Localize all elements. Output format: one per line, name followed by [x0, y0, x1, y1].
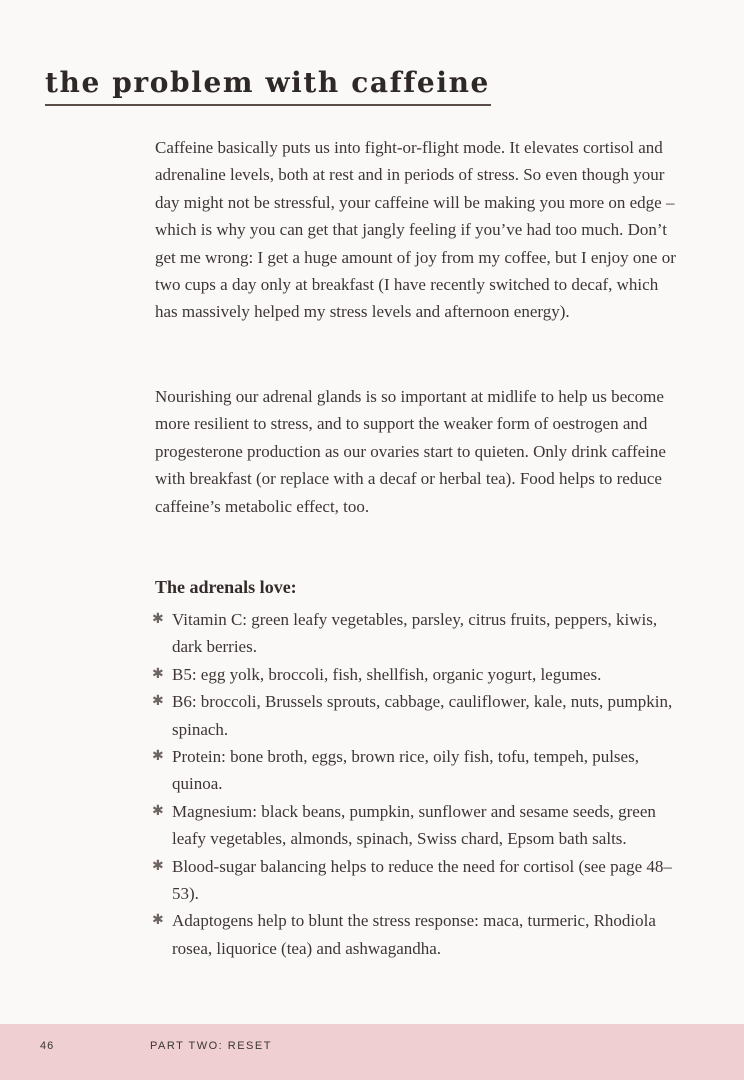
list-item-text: Vitamin C: green leafy vegetables, parsley, citrus fruits, peppers, kiwis, dark berries. — [172, 610, 658, 657]
list-item — [152, 661, 682, 688]
list-item-text: B5: egg yolk, broccoli, fish, shellfish, organic yogurt, legumes. — [172, 664, 602, 684]
paragraph-text: Nourishing our adrenal glands is so important at midlife to help us become more resilient to stress, and to support the weaker form of oestrogen and progesterone production as our ovaries start to quieten. Only drink caffeine with breakfast (or replace with a decaf or herbal tea). Food helps to reduce caffeine’s metabolic effect, too. — [155, 387, 666, 516]
list-heading: The adrenals love: — [155, 577, 297, 597]
list-item — [152, 907, 682, 962]
list-item — [152, 688, 682, 743]
star-icon: ✱ — [152, 694, 164, 710]
paragraph-text: Caffeine basically puts us into fight-or-flight mode. It elevates cortisol and adrenaline levels, both at rest and in periods of stress. So even though your day might not be stressful, your caffeine will be making you more on edge – which is why you can get that jangly feeling if you’ve had too much. Don’t get me wrong: I get a huge amount of joy from my coffee, but I enjoy one or two cups a day only at breakfast (I have recently switched to decaf, which has massively helped my stress levels and afternoon energy). — [155, 138, 676, 322]
footer-band — [0, 1024, 744, 1080]
list-item — [152, 798, 682, 853]
star-icon: ✱ — [152, 913, 164, 929]
list-item — [152, 606, 682, 661]
section-title: PART TWO: RESET — [150, 1040, 272, 1052]
list-item — [152, 853, 682, 908]
page-number: 46 — [40, 1040, 55, 1052]
star-icon: ✱ — [152, 749, 164, 765]
list-item-text: Blood-sugar balancing helps to reduce the need for cortisol (see page 48–53). — [172, 856, 672, 904]
star-icon: ✱ — [152, 666, 164, 682]
list-item-text: Adaptogens help to blunt the stress response: maca, turmeric, Rhodiola rosea, liquorice (tea) and ashwagandha. — [172, 911, 656, 958]
page-title: the problem with caffeine — [45, 66, 490, 99]
star-icon: ✱ — [152, 803, 164, 819]
body-paragraph-1 — [155, 134, 685, 326]
list-item-text: Protein: bone broth, eggs, brown rice, oily fish, tofu, tempeh, pulses, quinoa. — [172, 747, 639, 794]
list-item-text: B6: broccoli, Brussels sprouts, cabbage, cauliflower, kale, nuts, pumpkin, spinach. — [172, 692, 673, 739]
star-icon: ✱ — [152, 858, 164, 874]
list-item-text: Magnesium: black beans, pumpkin, sunflower and sesame seeds, green leafy vegetables, almonds, spinach, Swiss chard, Epsom bath salts. — [172, 801, 656, 849]
body-paragraph-2 — [155, 383, 685, 520]
adrenals-list — [152, 606, 682, 962]
list-item — [152, 743, 682, 798]
title-underline — [45, 104, 491, 106]
star-icon: ✱ — [152, 612, 164, 627]
